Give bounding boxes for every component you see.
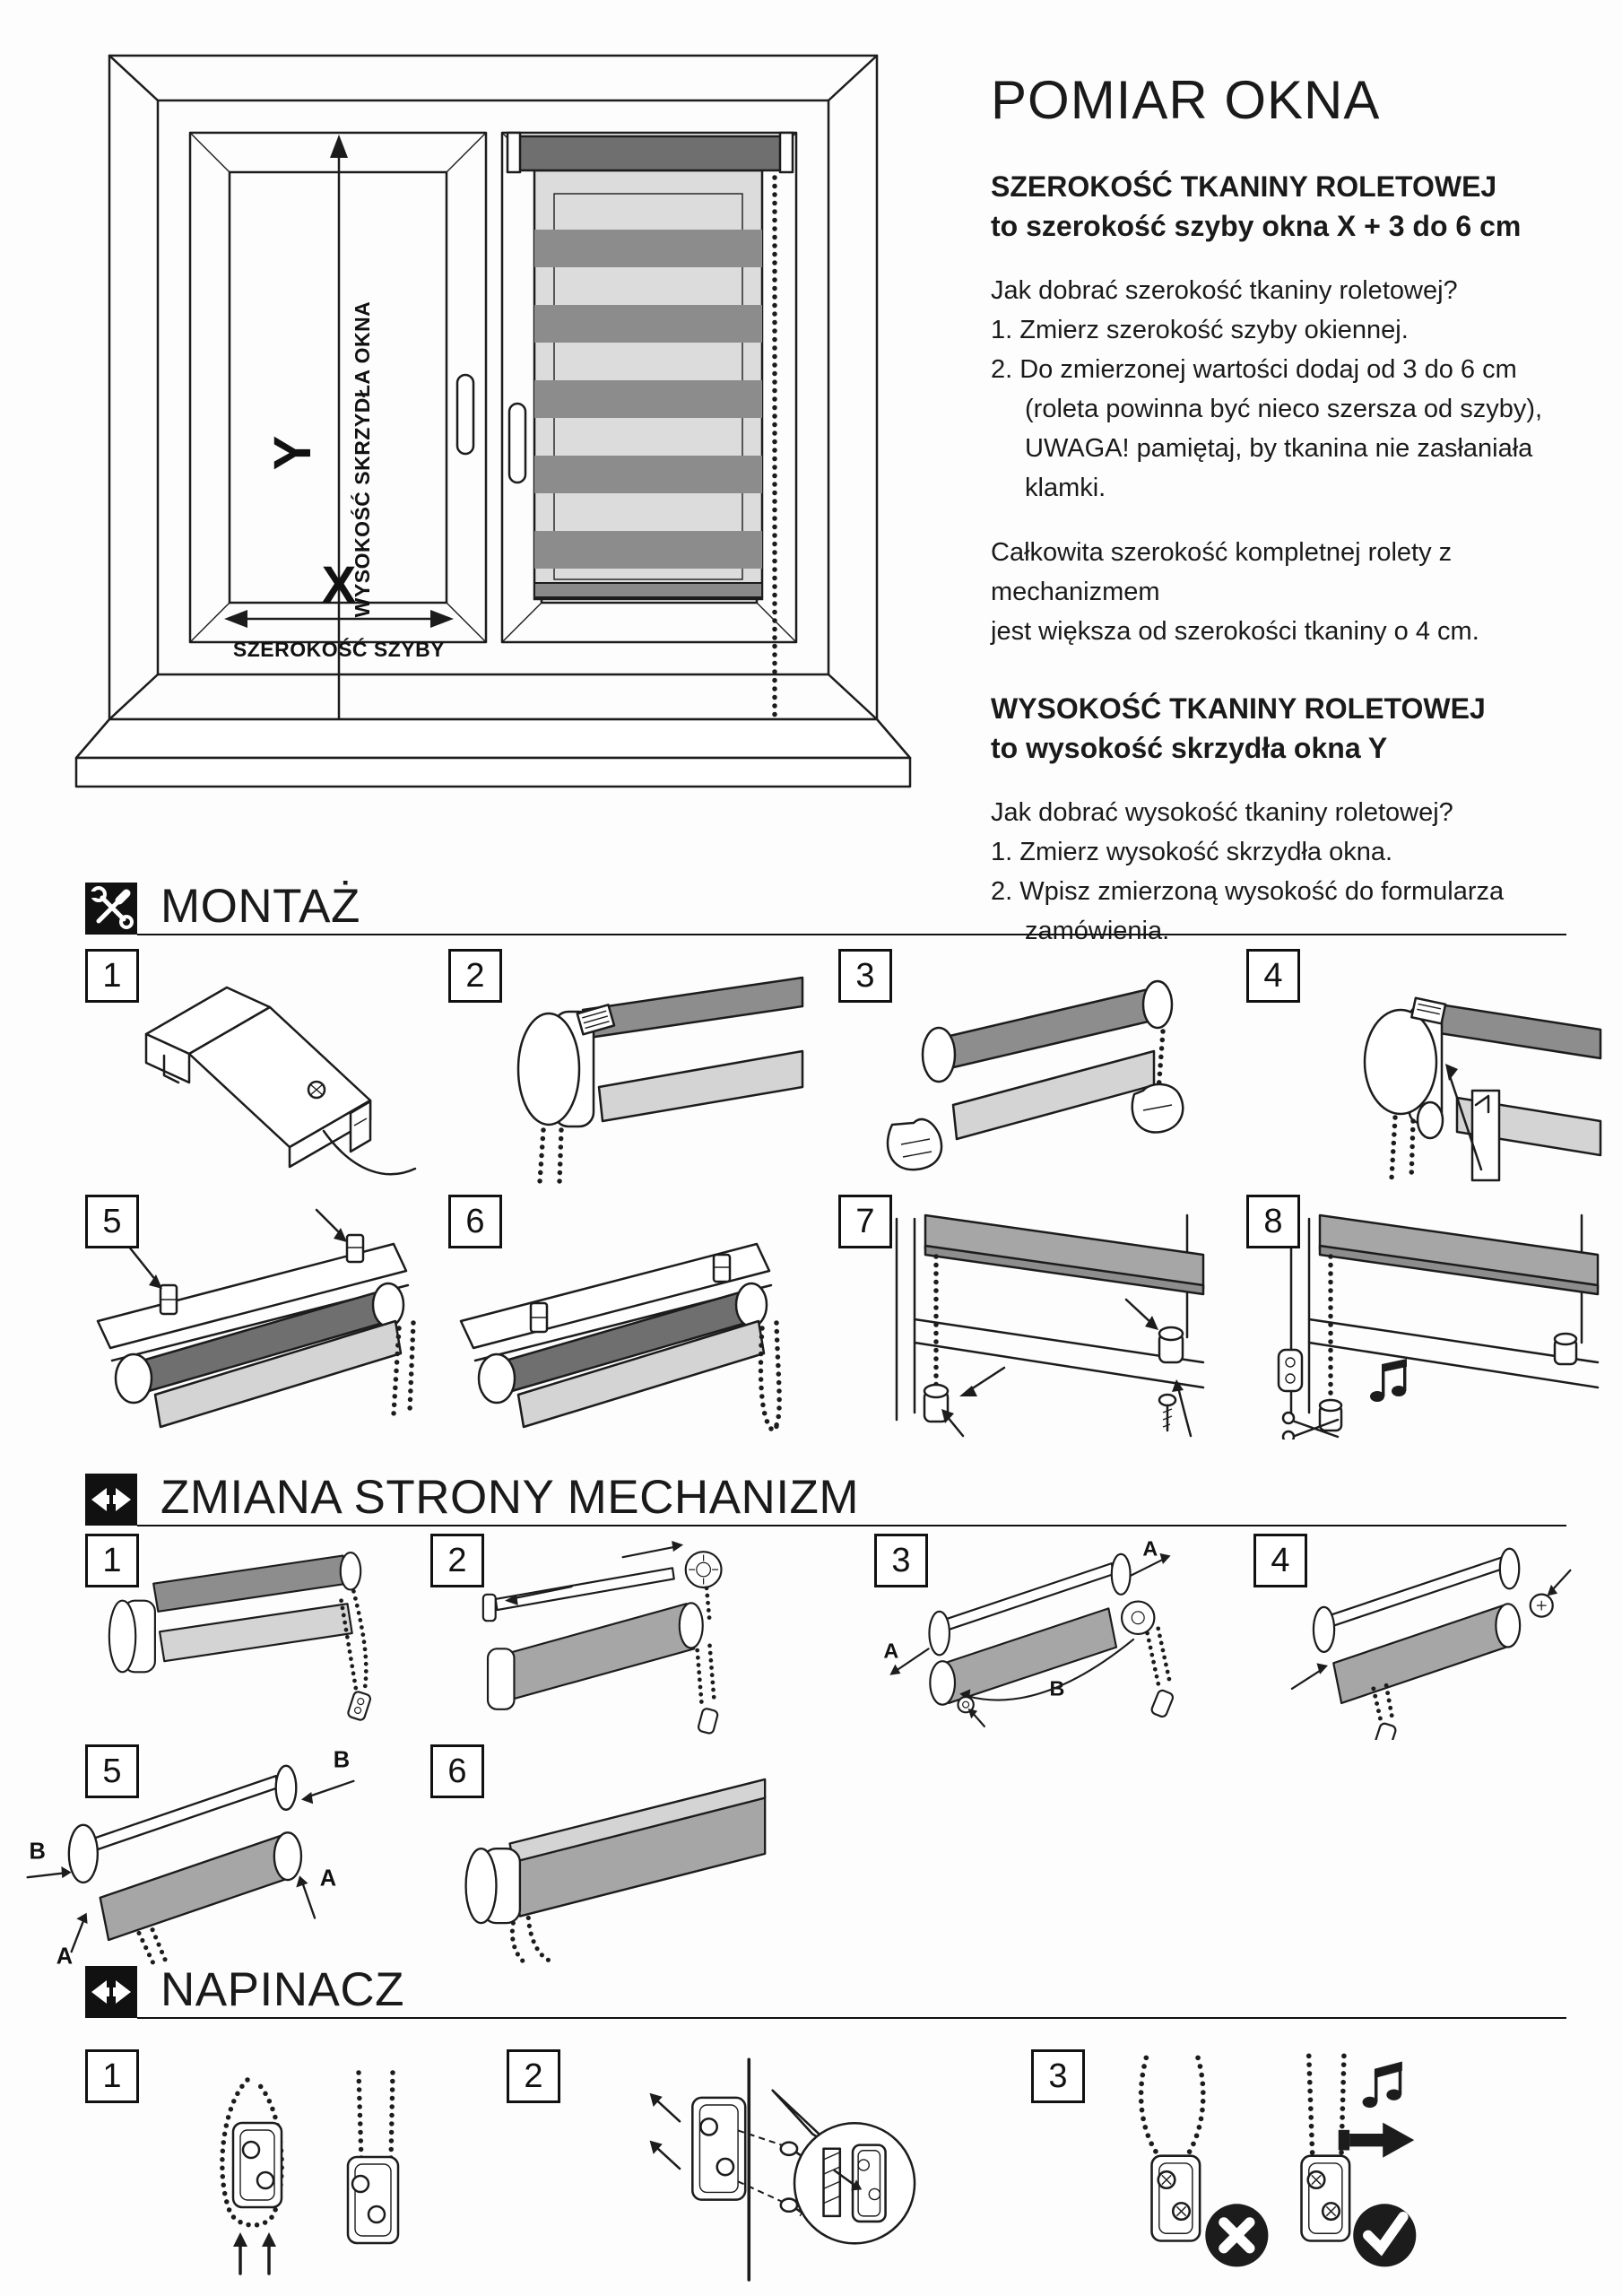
page-title: POMIAR OKNA xyxy=(991,70,1381,130)
x-letter: X xyxy=(321,556,357,614)
zmiana-step-number-4: 4 xyxy=(1253,1534,1307,1587)
montaz-step-number-8: 8 xyxy=(1246,1195,1300,1248)
measurement-instructions xyxy=(991,70,1609,951)
width-note-2: jest większa od szerokości tkaniny o 4 cm. xyxy=(991,617,1479,646)
zmiana-step-6-illustration xyxy=(430,1749,789,1969)
label-a: A xyxy=(319,1866,337,1892)
zmiana-step-4-illustration xyxy=(1253,1532,1612,1740)
window-sill xyxy=(76,719,910,787)
width-intro: Jak dobrać szerokość tkaniny roletowej? xyxy=(991,276,1458,305)
window-measurement-diagram xyxy=(54,45,950,789)
zmiana-step-3-illustration xyxy=(874,1535,1233,1737)
y-label: WYSOKOŚĆ SKRZYDŁA OKNA xyxy=(351,300,374,618)
montaz-step-5-illustration xyxy=(85,1206,444,1439)
montaz-step-7-illustration xyxy=(852,1206,1210,1439)
zmiana-step-number-3: 3 xyxy=(874,1534,928,1587)
section-zmiana-header xyxy=(85,1470,860,1526)
section-title-montaz: MONTAŻ xyxy=(160,879,360,933)
cassette xyxy=(516,136,782,170)
correct-icon xyxy=(1353,2204,1416,2266)
music-note-icon xyxy=(1363,2062,1402,2109)
zmiana-step-2-illustration xyxy=(430,1535,789,1737)
left-sash-handle xyxy=(457,375,473,454)
zmiana-step-number-6: 6 xyxy=(430,1744,484,1798)
section-napinacz-header xyxy=(85,1962,404,2018)
pointing-hand-icon xyxy=(1339,2123,1415,2158)
napinacz-step-number-1: 1 xyxy=(85,2049,139,2103)
montaz-step-number-5: 5 xyxy=(85,1195,139,1248)
zmiana-step-1-illustration xyxy=(85,1535,444,1737)
y-letter: Y xyxy=(264,435,322,471)
montaz-step-number-1: 1 xyxy=(85,949,139,1003)
width-step-2: 2. Do zmierzonej wartości dodaj od 3 do 6 cm xyxy=(991,355,1517,384)
zmiana-step-number-2: 2 xyxy=(430,1534,484,1587)
width-step-1: 1. Zmierz szerokość szyby okiennej. xyxy=(991,316,1409,344)
roller-blind xyxy=(507,133,793,719)
width-note-1: Całkowita szerokość kompletnej rolety z mechanizmem xyxy=(991,538,1453,606)
right-sash-handle xyxy=(509,404,525,483)
height-step-2: 2. Wpisz zmierzoną wysokość do formularza xyxy=(991,877,1505,906)
napinacz-step-3-illustration xyxy=(1076,2045,1506,2285)
section-title-zmiana: ZMIANA STRONY MECHANIZM xyxy=(160,1470,860,1524)
montaz-step-3-illustration xyxy=(838,960,1197,1184)
swap-arrows-icon xyxy=(85,1966,137,2018)
section-title-napinacz: NAPINACZ xyxy=(160,1962,404,2016)
montaz-step-4-illustration xyxy=(1246,960,1605,1184)
label-a: A xyxy=(1142,1536,1158,1561)
montaz-step-1-illustration xyxy=(85,964,444,1184)
music-note-icon xyxy=(1370,1359,1407,1402)
width-step-2c: UWAGA! pamiętaj, by tkanina nie zasłaniała klamki. xyxy=(1025,434,1533,502)
divider xyxy=(137,934,1566,935)
montaz-step-number-7: 7 xyxy=(838,1195,892,1248)
height-heading-1: WYSOKOŚĆ TKANINY ROLETOWEJ xyxy=(991,692,1486,725)
label-a: A xyxy=(883,1639,899,1663)
napinacz-step-1-illustration xyxy=(134,2049,493,2283)
width-dimension xyxy=(224,556,454,661)
label-b: B xyxy=(29,1839,46,1865)
height-dimension xyxy=(264,135,374,768)
montaz-step-number-6: 6 xyxy=(448,1195,502,1248)
width-step-2b: (roleta powinna być nieco szersza od szyby), xyxy=(1025,395,1543,423)
zmiana-step-number-5: 5 xyxy=(85,1744,139,1798)
label-b: B xyxy=(333,1749,351,1773)
swap-arrows-icon xyxy=(85,1474,137,1526)
section-montaz-header xyxy=(85,879,360,935)
zmiana-step-number-1: 1 xyxy=(85,1534,139,1587)
label-a: A xyxy=(56,1944,74,1969)
wrong-icon xyxy=(1205,2204,1268,2266)
montaz-step-8-illustration xyxy=(1246,1206,1605,1439)
width-heading-1: SZEROKOŚĆ TKANINY ROLETOWEJ xyxy=(991,170,1497,203)
height-heading-2: to wysokość skrzydła okna Y xyxy=(991,732,1388,764)
montaz-step-number-3: 3 xyxy=(838,949,892,1003)
napinacz-step-number-3: 3 xyxy=(1031,2049,1085,2103)
divider xyxy=(137,2017,1566,2019)
height-step-1: 1. Zmierz wysokość skrzydła okna. xyxy=(991,838,1393,866)
napinacz-step-number-2: 2 xyxy=(507,2049,560,2103)
divider xyxy=(137,1525,1566,1526)
x-label: SZEROKOŚĆ SZYBY xyxy=(232,638,446,661)
montaz-step-6-illustration xyxy=(448,1206,807,1439)
width-heading-2: to szerokość szyby okna X + 3 do 6 cm xyxy=(991,210,1522,242)
montaz-step-number-2: 2 xyxy=(448,949,502,1003)
montaz-step-2-illustration xyxy=(448,960,807,1184)
napinacz-step-2-illustration xyxy=(556,2047,941,2283)
label-b: B xyxy=(1049,1676,1065,1700)
height-step-2b: zamówienia. xyxy=(1025,917,1170,945)
tools-icon xyxy=(85,883,137,935)
montaz-step-number-4: 4 xyxy=(1246,949,1300,1003)
height-intro: Jak dobrać wysokość tkaniny roletowej? xyxy=(991,798,1453,827)
